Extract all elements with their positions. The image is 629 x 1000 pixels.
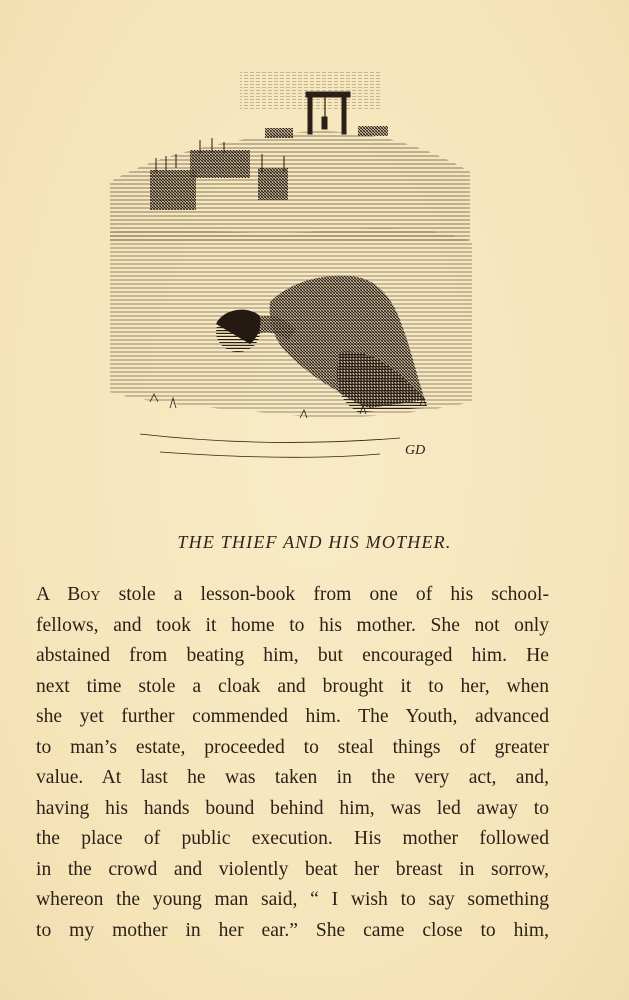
text-line: to my mother in her ear.” She came close to him,	[36, 919, 549, 941]
first-line-rest: stole a lesson-book from one of his school-	[118, 584, 549, 605]
text-line: abstained from beating him, but encouraged him. He	[36, 645, 549, 666]
text-line: in the crowd and violently beat her breast in sorrow,	[36, 858, 549, 880]
text-line: next time stole a cloak and brought it to her, when	[36, 675, 549, 697]
text-line: the place of public execution. His mother followed	[36, 828, 549, 849]
text-line	[36, 580, 549, 611]
fable-text	[36, 580, 549, 946]
first-word-smallcaps: Boy	[67, 584, 101, 605]
text-line: whereon the young man said, “ I wish to say something	[36, 889, 549, 910]
text-line: to man’s estate, proceeded to steal things of greater	[36, 736, 549, 758]
engraver-signature: GD	[405, 443, 426, 458]
text-line: she yet further commended him. The Youth, advanced	[36, 706, 549, 727]
engraving-illustration	[100, 62, 480, 482]
illustration-caption: THE THIEF AND HIS MOTHER.	[177, 532, 452, 552]
text-line: having his hands bound behind him, was led away to	[36, 797, 549, 819]
first-word: A	[36, 584, 50, 605]
text-line: value. At last he was taken in the very act, and,	[36, 767, 549, 788]
text-line: fellows, and took it home to his mother. She not only	[36, 614, 549, 636]
